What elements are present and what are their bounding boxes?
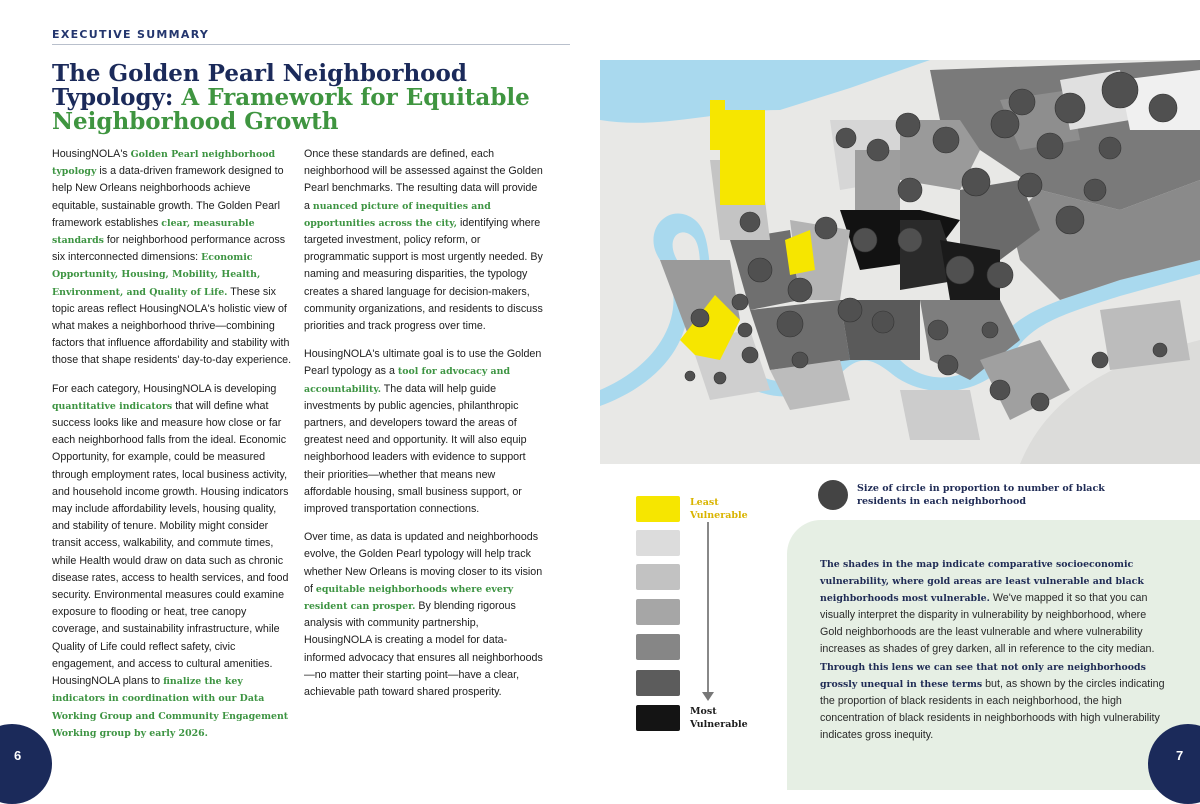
page-number-left-text: 6 [14,748,22,763]
col1-paragraph-1 [52,146,296,370]
circle-legend-icon [818,480,848,510]
body-text: is a data-driven framework designed to help New Orleans neighborhoods achieve equitable, sustainable growth. The Golden Pearl framework establishes [52,165,284,229]
legend-swatch [636,564,680,590]
legend-swatch [636,670,680,696]
legend-swatch [636,705,680,731]
page-number-left [0,724,52,804]
highlight-text: tool for advocacy and accountability. [304,366,511,395]
body-text: for neighborhood performance across six interconnected dimensions: [52,234,286,264]
legend-swatch [636,634,680,660]
circle-legend-note: Size of circle in proportion to number of black residents in each neighborhood [857,483,1105,507]
vulnerability-map [600,60,1200,464]
gold-area [720,110,765,205]
col2-paragraph-2 [304,346,544,518]
title-line2-green: A Framework for Equitable [181,84,530,111]
page-title [52,62,572,134]
legend-arrow-head [702,692,714,701]
text-column-2 [304,146,544,712]
col1-paragraph-2 [52,381,296,742]
highlight-text: Economic Opportunity, Housing, Mobility, Health, Environment, and Quality of Life. [52,252,261,298]
body-text: Once these standards are defined, each neighborhood will be assessed against the Golden Pearl benchmarks. The resulting data will provide a [304,148,543,212]
legend-least-label: Least Vulnerable [690,497,748,521]
legend-swatch [636,599,680,625]
body-text: Over time, as data is updated and neighborhoods evolve, the Golden Pearl typology will help track whether New Orleans is moving closer to its vision of [304,531,543,595]
highlight-text: equitable neighborhoods where every resident can prosper. [304,583,514,613]
title-line3-green: Neighborhood Growth [52,108,339,135]
highlight-text: quantitative indicators [52,400,173,412]
body-text: By blending rigorous analysis with community partnership, HousingNOLA is creating a model for data-informed advocacy that ensures all neighborhoods—no matter their starting point—have a clear, achievable path toward shared prosperity. [304,600,543,699]
highlight-text: finalize the key indicators in coordination with our Data Working Group and Community Engagement Working group by early 2026. [52,676,289,739]
title-line1: The Golden Pearl Neighborhood [52,60,467,87]
body-text: identifying where targeted investment, policy reform, or programmatic support is most urgently needed. By naming and measuring disparities, the typology creates a shared language for decision-makers, community organizations, and residents to discuss priorities and track progress over time. [304,216,543,333]
section-header: EXECUTIVE SUMMARY [52,28,570,45]
body-text: For each category, HousingNOLA is developing [52,382,277,395]
legend-arrow [707,522,709,694]
legend-swatch [636,530,680,556]
body-text: that will define what success looks like and measure how close or far each neighborhood falls from the ideal. Economic Opportunity, for example, could be measured through employment rates, local business activity, and household income growth. Housing indicators may include affordability levels, housing quality, and stability of tenure. Mobility might consider transit access, walkability, and commute times, while Health would draw on data such as chronic disease rates, access to health services, and food security. Environmental measures could examine exposure to flooding or heat, tree canopy coverage, and sustainability infrastructure, while Quality of Life could reflect safety, civic engagement, and access to cultural amenities. HousingNOLA plans to [52,399,289,688]
body-text: These six topic areas reflect HousingNOLA's holistic view of what makes a neighborhood thrive—combining factors that influence affordability and stability with those that shape residents' day-to-day experience. [52,285,292,367]
legend-most-label: Most Vulnerable [690,706,748,730]
title-line2-dark: Typology: [52,84,174,111]
body-text: but, as shown by the circles indicating the proportion of black residents in each neighborhood, the high concentration of black residents in neighborhoods with high vulnerability indicates gross inequity. [820,677,1165,741]
page-number-right-text: 7 [1176,748,1184,763]
text-column-1 [52,146,296,753]
highlight-text: nuanced picture of inequities and opportunities across the city, [304,200,491,229]
body-text: HousingNOLA's ultimate goal is to use the Golden Pearl typology as a [304,348,542,378]
body-text: HousingNOLA's [52,148,131,160]
highlight-text: Golden Pearl neighborhood typology [52,149,276,178]
highlight-text: The shades in the map indicate comparative socioeconomic vulnerability, where gold areas are least vulnerable and black neighborhoods most vulnerable. [820,559,1144,605]
note-box-text [820,556,1166,744]
body-text: The data will help guide investments by public agencies, philanthropic partners, and developers toward the areas of greatest need and opportunity. It will also equip neighborhood leaders with evidence to support their priorities—whether that means new affordable housing, small business support, or improved transportation connections. [304,382,527,516]
highlight-text: clear, measurable standards [52,217,255,247]
body-text: We've mapped it so that you can visually interpret the disparity in vulnerability by neighborhood, where Gold neighborhoods are the least vulnerable and where vulnerability increases as shades of grey darken, all in reference to the city median. [820,592,1155,656]
col2-paragraph-1 [304,146,544,335]
highlight-text: Through this lens we can see that not only are neighborhoods grossly unequal in these terms [820,661,1146,690]
col2-paragraph-3 [304,529,544,701]
legend-swatch [636,496,680,522]
